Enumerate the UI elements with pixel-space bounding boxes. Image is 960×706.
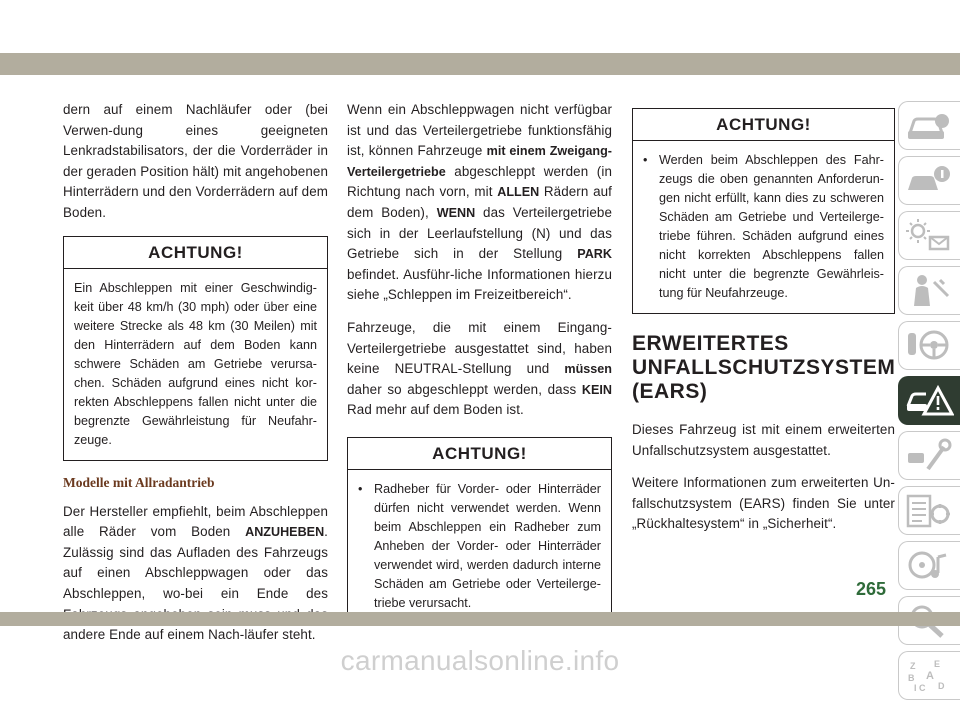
watermark-text: carmanualsonline.info bbox=[340, 645, 620, 676]
paragraph: Wenn ein Abschleppwagen nicht verfügbar ist und das Verteilergetriebe funktionsfähig ist, können Fahrzeuge mit einem Zweigang-Verteilergetriebe abgeschleppt werden (in Richtung nach vorn, mit ALLEN Rädern auf dem Boden), WENN das Verteilergetriebe sich in der Leerlaufstellung (N) und das Getriebe sich in der Stellung PARK befindet. Ausführ-liche Informationen hierzu siehe „Schleppen im Freizeitbereich“. bbox=[347, 102, 613, 303]
warning-text: Werden beim Abschleppen des Fahr-zeugs die oben genannten Anforderun-gen nicht erfüllt, kann dies zu schweren Schäden am Getriebe und Verteilerge-triebe führen. Schäden aufgrund eines nicht korrekten Abschleppens fallen nicht unter die begrenzte Gewährleis-tung für Neufahrzeuge. bbox=[659, 153, 884, 300]
footer-band bbox=[0, 612, 960, 626]
car-with-info-icon bbox=[904, 162, 954, 200]
paragraph: Dieses Fahrzeug ist mit einem erweiterten Unfallschutzsystem ausgestattet. bbox=[632, 422, 895, 458]
section-heading: ERWEITERTES UNFALLSCHUTZSYSTEM (EARS) bbox=[632, 332, 896, 403]
bullet-mark: • bbox=[643, 153, 648, 167]
paragraph: dern auf einem Nachläufer oder (bei Verwen-dung eines geeigneten Lenkradstabilisators, der die Vorderräder in der geraden Position hält) mit angehobenen Hinterrädern und den Vorderrädern auf dem Boden. bbox=[63, 102, 328, 220]
paragraph: Der Hersteller empfiehlt, beim Abschleppen alle Räder vom Boden ANZUHEBEN. Zulässig sind das Aufladen des Fahrzeugs auf einen Abschleppwagen oder das Abschleppen, wo-bei ein Ende des andere Ende auf einem Nach-läufer steht. bbox=[63, 503, 328, 643]
wrench-service-icon bbox=[904, 437, 954, 475]
warning-title: ACHTUNG! bbox=[348, 438, 611, 470]
multimedia-disc-icon bbox=[904, 547, 954, 585]
svg-text:D: D bbox=[938, 681, 945, 691]
warning-text: Ein Abschleppen mit einer Geschwindig-keit über 48 km/h (30 mph) oder über eine weitere Strecke als 48 km (30 Meilen) mit den Hinterrädern auf dem Boden kann schwere Schäden am Getriebe verursa-chen. Schäden aufgrund eines nicht kor-rekten Abschleppens fallen nicht unter die begrenzte Gewährleistung für Neufahr-zeuge. bbox=[74, 280, 317, 447]
warning-box bbox=[63, 236, 328, 461]
bullet-mark: • bbox=[358, 481, 363, 496]
tab-safety[interactable] bbox=[898, 266, 960, 315]
safety-seatbelt-icon bbox=[904, 272, 954, 310]
car-info-icon bbox=[904, 107, 954, 145]
warning-title: ACHTUNG! bbox=[64, 237, 327, 269]
warning-bullet-item bbox=[633, 141, 894, 313]
section-subheading: Modelle mit Allradantrieb bbox=[63, 474, 215, 490]
svg-text:Z: Z bbox=[910, 661, 916, 671]
tab-starting-operating[interactable] bbox=[898, 321, 960, 370]
column-2 bbox=[347, 100, 612, 638]
paragraph: Fahrzeuge, die mit einem Eingang-Verteilergetriebe ausgestattet sind, haben keine NEUTRAL-Stellung und müssen daher so abgeschleppt werden, dass KEIN Rad mehr auf dem Boden ist. bbox=[347, 319, 612, 418]
tab-vehicle-overview[interactable] bbox=[898, 101, 960, 150]
tab-servicing-maintenance[interactable] bbox=[898, 431, 960, 480]
steering-wheel-icon bbox=[904, 327, 954, 365]
header-band bbox=[0, 53, 960, 75]
spec-list-icon bbox=[904, 492, 954, 530]
tab-in-case-of-emergency[interactable] bbox=[898, 376, 960, 425]
column-3 bbox=[632, 108, 895, 547]
paragraph: Weitere Informationen zum erweiterten Un-fallschutzsystem (EARS) finden Sie unter „Rückhaltesystem“ in „Sicherheit“. bbox=[632, 475, 895, 532]
svg-text:A: A bbox=[926, 670, 934, 682]
warning-text: Radheber für Vorder- oder Hinterräder dürfen nicht verwendet werden. Wenn beim Abschleppen ein Radheber zum Anheben der Vorder- oder Hinterräder verwendet wird, werden dadurch interne Schäden am Getriebe oder Verteilerge-triebe verursacht. bbox=[374, 481, 601, 610]
warning-title: ACHTUNG! bbox=[633, 109, 894, 141]
svg-text:E: E bbox=[934, 659, 941, 669]
tab-technical-specifications[interactable] bbox=[898, 486, 960, 535]
emergency-triangle-icon bbox=[904, 382, 954, 420]
tab-instrument-panel[interactable] bbox=[898, 211, 960, 260]
column-1 bbox=[63, 100, 328, 658]
warning-bullet-item bbox=[348, 470, 611, 623]
warning-lights-icon bbox=[904, 217, 954, 255]
warning-box bbox=[347, 437, 612, 624]
tab-getting-to-know[interactable] bbox=[898, 156, 960, 205]
svg-text:B: B bbox=[908, 673, 915, 683]
page-number: 265 bbox=[856, 579, 887, 599]
tab-multimedia[interactable] bbox=[898, 541, 960, 590]
warning-box bbox=[632, 108, 895, 314]
svg-text:I C: I C bbox=[914, 683, 926, 693]
